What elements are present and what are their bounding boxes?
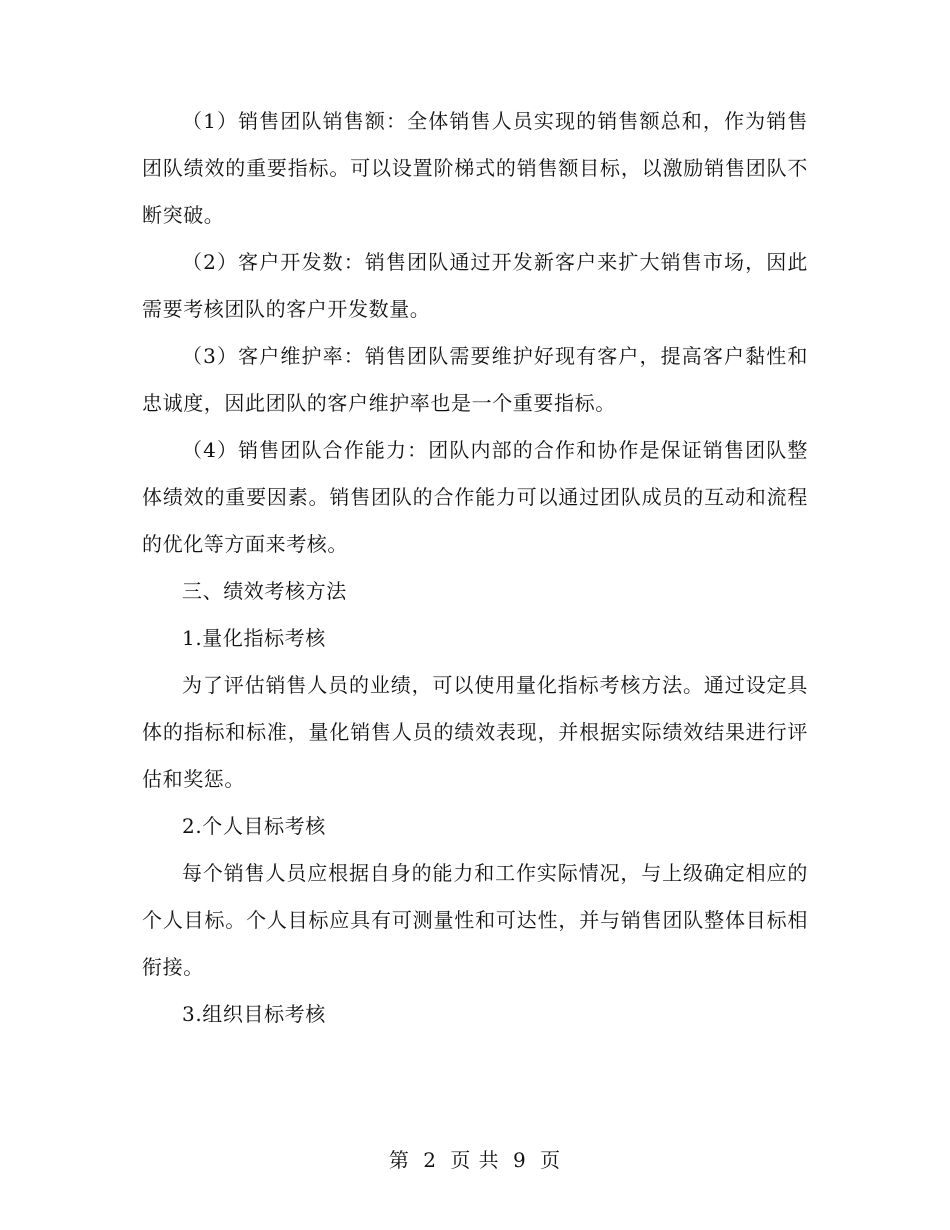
- footer-prefix: 第: [388, 1148, 410, 1172]
- paragraph-personal-goals: 每个销售人员应根据自身的能力和工作实际情况，与上级确定相应的个人目标。个人目标应具有可测量性和可达性，并与销售团队整体目标相衔接。: [142, 861, 808, 979]
- document-body: [142, 98, 808, 1038]
- subheading-quantitative: 1.量化指标考核: [182, 626, 326, 650]
- section-heading-methods: 三、绩效考核方法: [182, 579, 347, 603]
- footer-suffix: 页: [540, 1148, 562, 1172]
- paragraph-quantitative: 为了评估销售人员的业绩，可以使用量化指标考核方法。通过设定具体的指标和标准，量化销售人员的绩效表现，并根据实际绩效结果进行评估和奖惩。: [142, 673, 808, 791]
- paragraph-team-sales: （1）销售团队销售额：全体销售人员实现的销售额总和，作为销售团队绩效的重要指标。可以设置阶梯式的销售额目标，以激励销售团队不断突破。: [142, 109, 808, 227]
- paragraph-customer-development: （2）客户开发数：销售团队通过开发新客户来扩大销售市场，因此需要考核团队的客户开发数量。: [142, 250, 808, 321]
- footer-total-pages: 9: [513, 1148, 527, 1172]
- page-footer: [0, 1146, 950, 1174]
- subheading-personal-goals: 2.个人目标考核: [182, 814, 326, 838]
- footer-middle: 页 共: [450, 1148, 500, 1172]
- paragraph-team-cooperation: （4）销售团队合作能力：团队内部的合作和协作是保证销售团队整体绩效的重要因素。销售团队的合作能力可以通过团队成员的互动和流程的优化等方面来考核。: [142, 438, 808, 556]
- subheading-organizational-goals: 3.组织目标考核: [182, 1002, 326, 1026]
- paragraph-customer-retention: （3）客户维护率：销售团队需要维护好现有客户，提高客户黏性和忠诚度，因此团队的客户维护率也是一个重要指标。: [142, 344, 808, 415]
- footer-page-number: 2: [423, 1148, 437, 1172]
